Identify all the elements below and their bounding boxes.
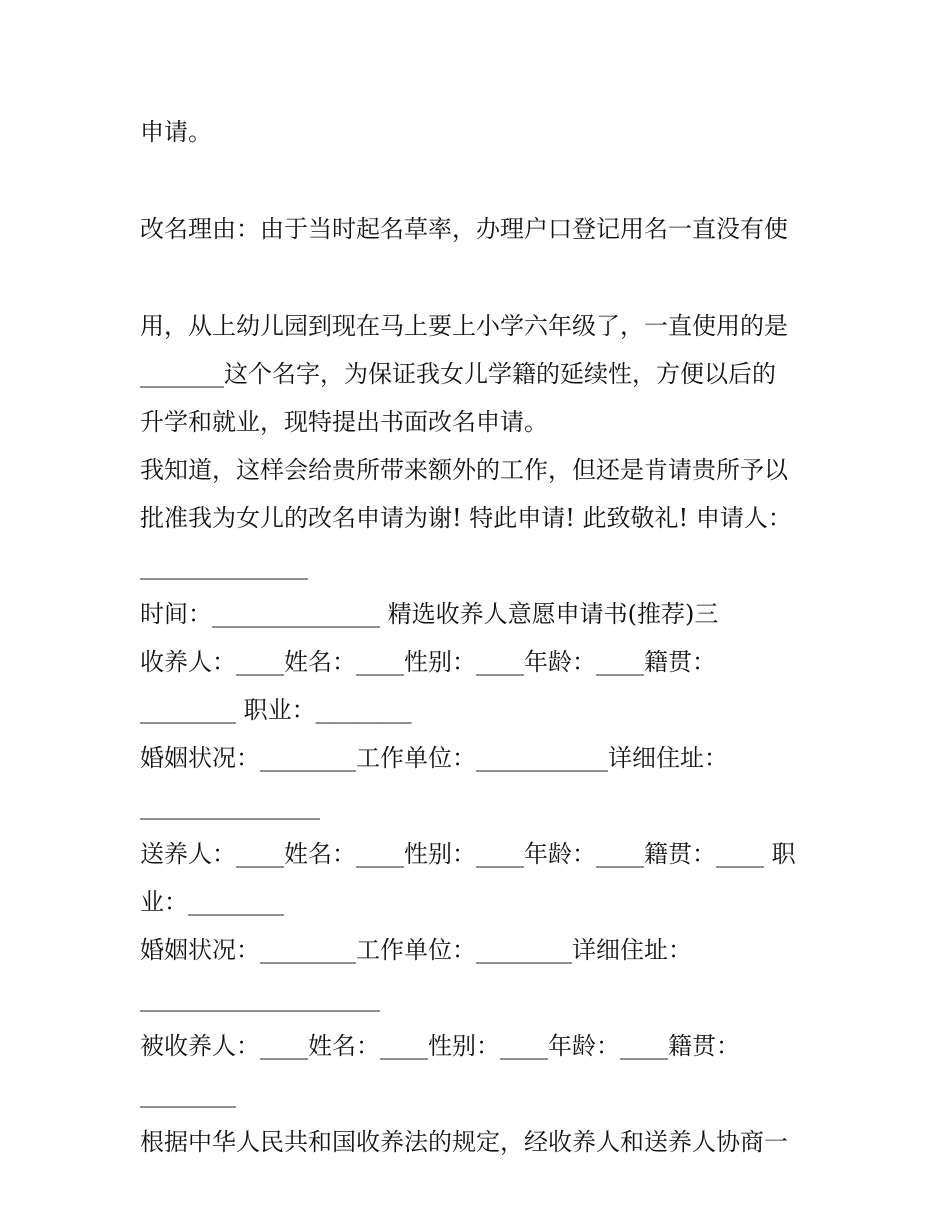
text-line: 业：________ xyxy=(140,888,284,916)
text-line: 收养人：____姓名：____性别：____年龄：____籍贯： xyxy=(140,648,716,676)
paragraph-gap xyxy=(140,156,820,205)
text-line: ________ xyxy=(140,1080,236,1108)
text-line: 根据中华人民共和国收养法的规定，经收养人和送养人协商一 xyxy=(140,1128,788,1156)
text-line: 送养人：____姓名：____性别：____年龄：____籍贯：____ 职 xyxy=(140,840,796,868)
text-line: 升学和就业，现特提出书面改名申请。 xyxy=(140,408,548,436)
text-line: 批准我为女儿的改名申请为谢! 特此申请! 此致敬礼! 申请人： xyxy=(140,504,792,532)
text-line: 婚姻状况：________工作单位：___________详细住址： xyxy=(140,744,728,772)
text-line: ____________________ xyxy=(140,984,380,1012)
paragraph-gap xyxy=(140,253,820,302)
text-line: ______________ xyxy=(140,552,308,580)
text-line: 被收养人：____姓名：____性别：____年龄：____籍贯： xyxy=(140,1032,740,1060)
text-line: _______这个名字，为保证我女儿学籍的延续性，方便以后的 xyxy=(140,360,776,388)
text-line: _______________ xyxy=(140,792,320,820)
text-line: 改名理由：由于当时起名草率，办理户口登记用名一直没有使 xyxy=(140,215,788,243)
text-line: 时间：______________ 精选收养人意愿申请书(推荐)三 xyxy=(140,600,719,628)
text-line: ________ 职业：________ xyxy=(140,696,412,724)
text-line: 用，从上幼儿园到现在马上要上小学六年级了，一直使用的是 xyxy=(140,312,788,340)
text-line: 婚姻状况：________工作单位：________详细住址： xyxy=(140,936,692,964)
text-line: 申请。 xyxy=(140,118,212,146)
document-body xyxy=(140,108,820,1166)
text-line: 我知道，这样会给贵所带来额外的工作，但还是肯请贵所予以 xyxy=(140,456,788,484)
